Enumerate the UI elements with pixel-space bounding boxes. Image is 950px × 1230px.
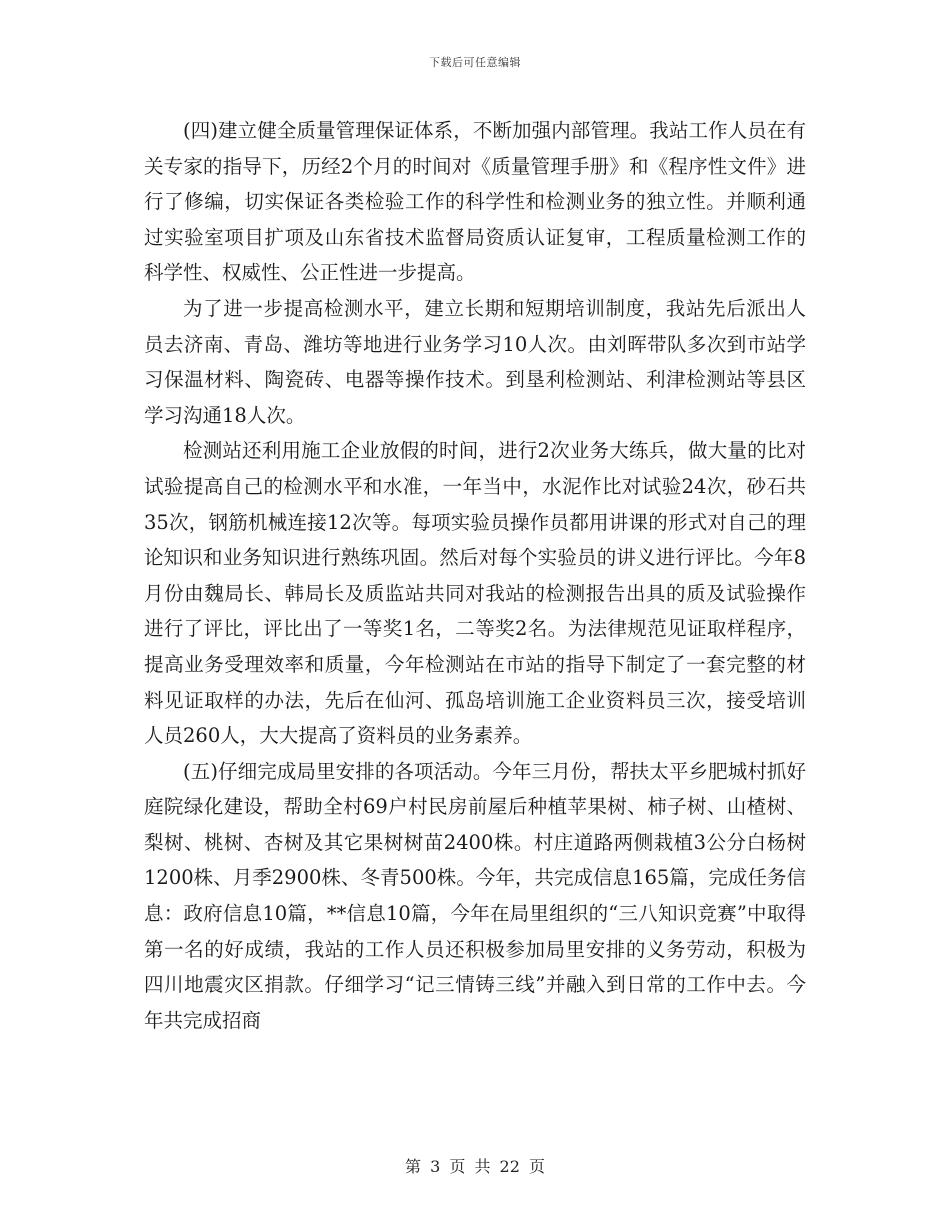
document-body (144, 113, 806, 1038)
paragraph-training: 为了进一步提高检测水平，建立长期和短期培训制度，我站先后派出人员去济南、青岛、潍坊等地进行业务学习10人次。由刘晖带队多次到市站学习保温材料、陶瓷砖、电器等操作技术。到垦利检测站、利津检测站等县区学习沟通18人次。 (144, 296, 806, 427)
page-number: 第 3 页 共 22 页 (405, 1157, 545, 1176)
page-header-note: 下载后可任意编辑 (429, 56, 521, 69)
paragraph-bureau-activities: (五)仔细完成局里安排的各项活动。今年三月份，帮扶太平乡肥城村抓好庭院绿化建设，帮助全村69户村民房前屋后种植苹果树、柿子树、山楂树、梨树、桃树、杏树及其它果树树苗2400株。村庄道路两侧栽植3公分白杨树1200株、月季2900株、冬青500株。今年，共完成信息165篇，完成任务信息：政府信息10篇，**信息10篇，今年在局里组织的“三八知识竞赛”中取得第一名的好成绩，我站的工作人员还积极参加局里安排的义务劳动，积极为四川地震灾区捐款。仔细学习“记三情铸三线”并融入到日常的工作中去。今年共完成招商 (144, 759, 806, 1032)
paragraph-practice-tests: 检测站还利用施工企业放假的时间，进行2次业务大练兵，做大量的比对试验提高自己的检测水平和水准，一年当中，水泥作比对试验24次，砂石共35次，钢筋机械连接12次等。每项实验员操作员都用讲课的形式对自己的理论知识和业务知识进行熟练巩固。然后对每个实验员的讲义进行评比。今年8月份由魏局长、韩局长及质监站共同对我站的检测报告出具的质及试验操作进行了评比，评比出了一等奖1名，二等奖2名。为法律规范见证取样程序，提高业务受理效率和质量，今年检测站在市站的指导下制定了一套完整的材料见证取样的办法，先后在仙河、孤岛培训施工企业资料员三次，接受培训人员260人，大大提高了资料员的业务素养。 (144, 439, 806, 748)
paragraph-quality-system: (四)建立健全质量管理保证体系，不断加强内部管理。我站工作人员在有关专家的指导下，历经2个月的时间对《质量管理手册》和《程序性文件》进行了修编，切实保证各类检验工作的科学性和检测业务的独立性。并顺利通过实验室项目扩项及山东省技术监督局资质认证复审，工程质量检测工作的科学性、权威性、公正性进一步提高。 (144, 119, 806, 285)
